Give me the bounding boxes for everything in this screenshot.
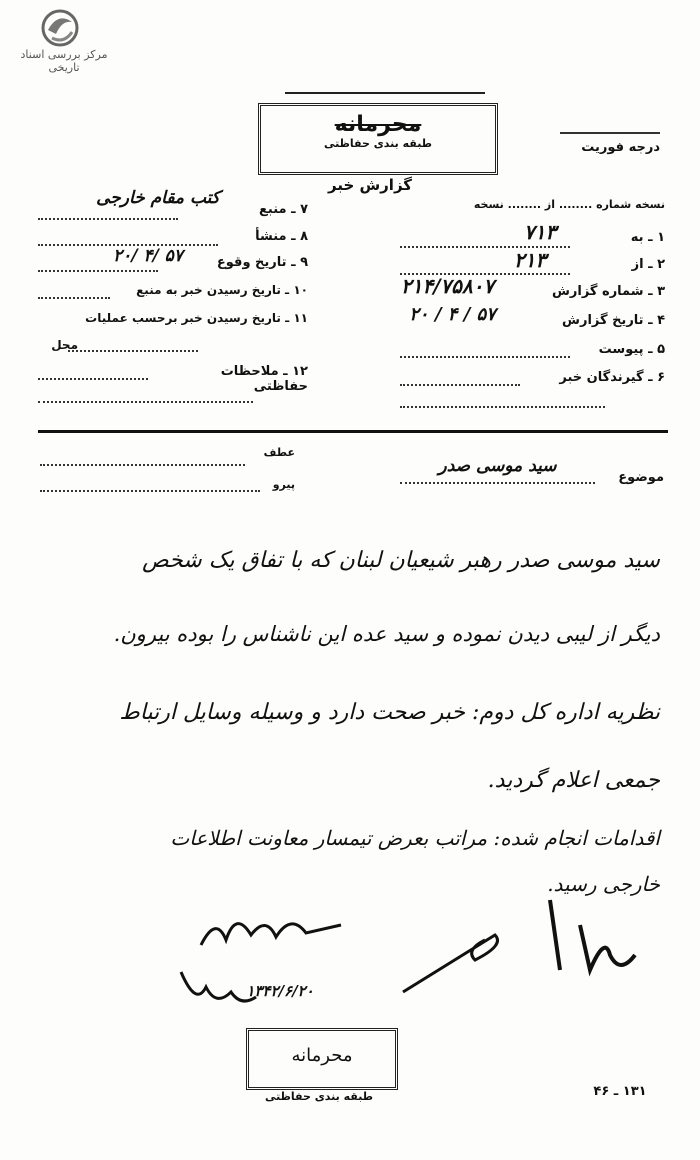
right-fields <box>360 198 665 418</box>
subject-label: موضوع <box>618 470 664 485</box>
field-received-ops-label: ۱۱ ـ تاریخ رسیدن خبر برحسب عملیات <box>85 311 308 325</box>
subject-value: سید موسی صدر <box>438 456 557 476</box>
form-title: گزارش خبر <box>327 176 413 194</box>
top-stamp-title: محرمانه <box>334 112 422 137</box>
field-to-label: ۱ ـ به <box>630 230 665 245</box>
field-attachment-label: ۵ ـ پیوست <box>598 342 665 357</box>
peiro-label: پیرو <box>272 478 295 491</box>
field-copy-number: نسخه شماره ........ از ........ نسخه <box>473 198 665 211</box>
field-from-label: ۲ ـ از <box>631 257 665 272</box>
left-fields <box>38 188 308 408</box>
field-origin-label: ۸ ـ منشأ <box>255 229 308 244</box>
signature-2 <box>535 895 645 990</box>
signature-3 <box>395 920 515 1000</box>
field-source-value: کتب مقام خارجی <box>96 188 220 208</box>
field-location-label: محل <box>51 338 78 352</box>
body-line-2: دیگر از لیبی دیدن نموده و سید عده این ناشناس را بوده بیرون. <box>113 622 660 646</box>
classification-label: طبقه بندی حفاظتی <box>264 1090 374 1103</box>
top-stamp <box>258 103 498 175</box>
field-recipients-label: ۶ ـ گیرندگان خبر <box>559 370 665 385</box>
signature-1 <box>196 905 346 955</box>
section-divider <box>38 430 668 433</box>
atf-label: عطف <box>263 446 295 459</box>
field-occurrence-date-label: ۹ ـ تاریخ وقوع <box>216 255 308 270</box>
bottom-stamp-text: محرمانه <box>291 1045 353 1066</box>
field-received-by-source-label: ۱۰ ـ تاریخ رسیدن خبر به منبع <box>136 283 308 297</box>
logo-text: مرکز بررسی اسناد تاریخی <box>20 48 108 74</box>
urgency-line <box>560 132 660 134</box>
field-occurrence-date-value: ۲۰/ ۴/ ۵۷ <box>113 246 183 266</box>
bottom-stamp <box>246 1028 398 1090</box>
body-line-1: سید موسی صدر رهبر شیعیان لبنان که با تفاق یک شخص <box>142 548 660 573</box>
field-source-label: ۷ ـ منبع <box>259 202 308 217</box>
field-to-value: ۷۱۳ <box>523 220 557 244</box>
field-report-date-value: ۲۰ / ۴ / ۵۷ <box>409 304 496 325</box>
body-line-6: خارجی رسید. <box>547 872 660 896</box>
page-code: ۱۳۱ ـ ۴۶ <box>593 1084 647 1099</box>
body-line-3: نظریه اداره کل دوم: خبر صحت دارد و وسیله وسایل ارتباط <box>119 700 660 725</box>
field-from-value: ۲۱۳ <box>513 248 547 272</box>
field-report-number-value: ۲۱۴/۷۵۸۰۷ <box>400 274 495 298</box>
body-line-5: اقدامات انجام شده: مراتب بعرض تیمسار معاونت اطلاعات <box>170 826 660 850</box>
top-stamp-sub: طبقه بندی حفاظتی <box>323 137 433 150</box>
urgency-label: درجه فوریت <box>581 140 660 155</box>
field-report-number-label: ۳ ـ شماره گزارش <box>551 284 665 299</box>
stamp-top-line <box>285 92 485 94</box>
field-security-notes-label: ۱۲ ـ ملاحظات حفاظتی <box>220 364 308 394</box>
signature-date: ۱۳۴۲/۶/۲۰ <box>246 982 314 1000</box>
body-line-4: جمعی اعلام گردید. <box>487 768 660 793</box>
archive-logo-icon <box>38 8 82 48</box>
field-report-date-label: ۴ ـ تاریخ گزارش <box>562 313 665 328</box>
